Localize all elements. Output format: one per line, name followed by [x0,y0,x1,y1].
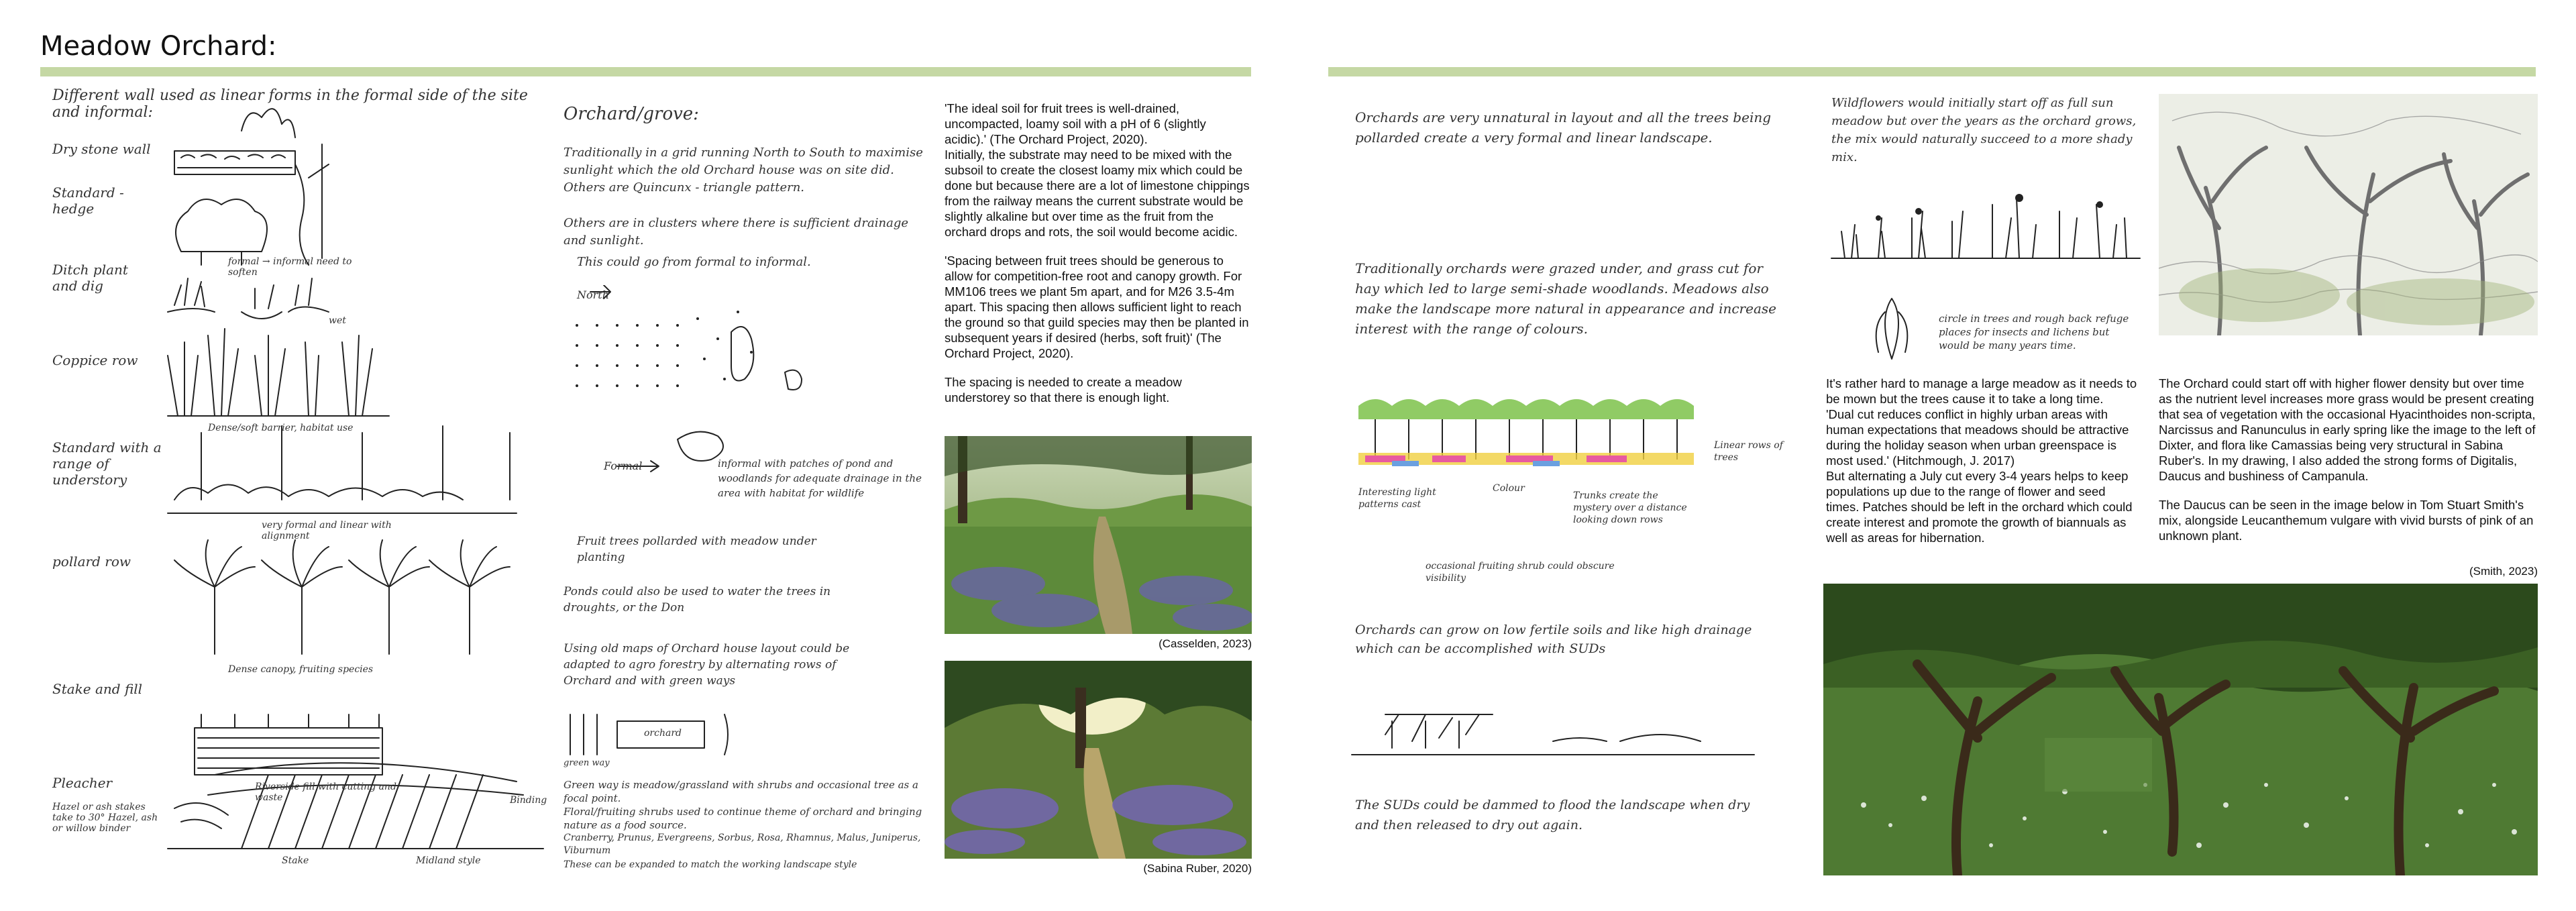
sketch-note: Midland style [416,855,481,866]
sketch-panel-orchard-grove [550,84,939,875]
pencil-orchard-sketch [2159,94,2538,335]
sketch-note: Floral/fruiting shrubs used to continue theme of orchard and bringing nature as a food source. [564,806,922,831]
canopy-row [1358,399,1694,419]
sketch-note: Dense canopy, fruiting species [228,664,374,675]
sketch-label-informal: informal with patches of pond and woodlands for adequate drainage in the area with habitat for wildlife [718,458,922,499]
suds-sketch [1332,681,1801,782]
sketch-note: Cranberry, Prunus, Evergreens, Sorbus, Rosa, Rhamnus, Malus, Juniperus, Viburnum [564,833,921,856]
meadow-path-photo [945,436,1252,634]
sketch-note: very formal and linear with alignment [262,520,392,541]
sketch-note: These can be expanded to match the working landscape style [564,859,857,870]
sketch-note: Traditionally orchards were grazed under, and grass cut for hay which led to large semi-shade woodlands. Meadows also make the landscape more natural in appearance and increase interest with the range of colours. [1355,260,1776,337]
sketch-note: Stake [282,855,309,866]
sketch-note: Using old maps of Orchard house layout could be adapted to agro forestry by alternating rows of Orchard and with green ways [564,642,850,688]
understory-sketch [168,426,517,513]
sketch-note: Traditionally in a grid running North to South to maximise sunlight which the old Orchard house was on site did. Others are Quincunx - triangle pattern. [564,146,923,195]
paragraph: The Daucus can be seen in the image below in Tom Stuart Smith's mix, alongside Leucanthemum vulgare with vivid bursts of pink of an unknown plant. [2159,498,2534,543]
sketch-label: pollard row [52,553,131,570]
pollard-sketch [174,540,510,654]
stake-fill-sketch [195,714,382,775]
photo-caption: (Smith, 2023) [2469,565,2538,578]
sketch-note: This could go from formal to informal. [577,255,811,269]
sketch-label: Ditch plant and dig [52,262,128,294]
paragraph: 'The ideal soil for fruit trees is well-drained, uncompacted, loamy soil with a pH of 6 (slightly acidic).' (The Orchard Project, 2020). Initially, the substrate may need to be mixed with the subsoil to create the closest loamy mix which could be done but because there are a lot of limestone chippings from the railway means the current substrate would be slightly alkaline but over time as the fruit from the orchard drops and rots, the soil would become acidic. [945,101,1250,239]
hedge-sketch [176,144,329,265]
sketch-note: Orchards are very unnatural in layout and all the trees being pollarded create a very formal and linear landscape. [1355,109,1772,146]
sketch-label: Linear rows of trees [1714,440,1783,463]
header-rule-right [1328,67,2536,76]
paragraph: 'Spacing between fruit trees should be generous to allow for competition-free root and canopy growth. For MM106 trees we plant 5m apart, and for M26 3.5-4m apart. This spacing then allows sufficient light to reach the ground so that guild species may then be planted in subsequent years if desired (herbs, soft fruit)' (The Orchard Project, 2020). [945,254,1249,360]
sketch-note: Hazel or ash stakes take to 30° Hazel, ash or willow binder [52,802,158,834]
sketch-note: formal → informal need to soften [228,256,352,278]
wall-types-sketch [40,84,550,875]
sketch-note: Fruit trees pollarded with meadow under planting [577,535,816,564]
paragraph: It's rather hard to manage a large meadow as it needs to be mown but the trees cause it to take a long time. 'Dual cut reduces conflict in highly urban areas with human expectations that meadows should be attractive during the holiday season when urban greenspace is most used.' (Hitchmough, J. 2017) But alternating a July cut every 3-4 years helps to keep populations up due to the range of flower and seed times. Patches should be left in the orchard which could create interest and promote the growth of biannuals as well as areas for hibernation. [1826,376,2137,545]
sketch-note: Binding [510,795,547,806]
paragraph: The Orchard could start off with higher flower density but over time as the nutrient level increases more grass would be present creating that sea of vegetation with the occasional Hyacinthoides non-scripta, Narcissus and Ranunculus in early spring like the image to the left of Dixter, and flora like Camassias being very structural in Sabina Ruber's. In my drawing, I also added the strong forms of Digitalis, Daucus and bushiness of Campanula. [2159,376,2536,483]
wildflower-sketch [1818,178,2153,278]
sketch-note: circle in trees and rough back refuge places for insects and lichens but would be many years time. [1939,313,2129,352]
sketch-label-greenway: green way [564,758,610,768]
colour-strokes [1358,453,1694,466]
sketch-label-north: North [577,288,610,301]
sketch-label-formal: Formal [604,460,643,472]
grid-dots [576,311,753,387]
ditch-sketch [168,278,329,319]
sketch-label: Standard with a range of understory [52,439,162,488]
sketch-note: Green way is meadow/grassland with shrubs and occasional tree as a focal point. [564,779,918,804]
sketch-note: The SUDs could be dammed to flood the landscape when dry and then released to dry out again. [1355,798,1750,833]
sketch-note: wet [329,315,346,326]
sketch-note: Orchards can grow on low fertile soils and like high drainage which can be accomplished with SUDs [1355,623,1752,656]
sketch-note: Ponds could also be used to water the trees in droughts, or the Don [564,585,831,614]
sketch-note: Wildflowers would initially start off as full sun meadow but over the years as the orchard grows, the mix would naturally succeed to a more shady mix. [1831,96,2137,164]
sketch-heading: Different wall used as linear forms in the formal side of the site and informal: [52,87,528,121]
sketch-label-orchard: orchard [644,728,682,739]
paragraph: The spacing is needed to create a meadow understorey so that there is enough light. [945,375,1182,405]
sketch-panel-orchard-meadow [1332,84,1801,875]
sketch-panel-wall-types [40,84,550,875]
sketch-label: Coppice row [52,352,138,368]
photo-caption: (Sabina Ruber, 2020) [1143,862,1252,875]
sketch-panel-wildflowers [1818,84,2153,379]
soil-spacing-text [945,101,1250,419]
tree-circle-sketch [1858,285,1925,366]
sketch-note: Riverside fill with cutting and waste [255,782,396,803]
sketch-note: Dense/soft barrier, habitat use [208,423,354,433]
page-title: Meadow Orchard: [40,31,277,62]
coppice-sketch [168,329,389,416]
sketch-label: occasional fruiting shrub could obscure visibility [1426,561,1615,584]
sketch-label: Colour [1493,483,1525,494]
sketch-heading: Orchard/grove: [564,104,699,124]
sketch-label: Interesting light patterns cast [1358,487,1436,510]
sketch-label: Pleacher [52,775,113,791]
sabina-ruber-photo [945,661,1252,859]
dry-stone-wall-sketch [174,109,295,174]
sketch-note: Others are in clusters where there is sufficient drainage and sunlight. [564,216,908,248]
photo-caption: (Casselden, 2023) [1159,637,1252,650]
orchard-meadow-photo [1823,584,2538,875]
sketch-label: Standard - hedge [52,184,124,217]
flora-text [2159,376,2538,557]
sketch-label: Stake and fill [52,681,143,697]
sketch-label: Trunks create the mystery over a distance looking down rows [1573,490,1687,525]
pleacher-sketch [168,763,543,849]
meadow-management-text [1826,376,2141,559]
pond-shapes [590,285,802,472]
header-rule-left [40,67,1251,76]
sketch-label: Dry stone wall [52,141,151,157]
